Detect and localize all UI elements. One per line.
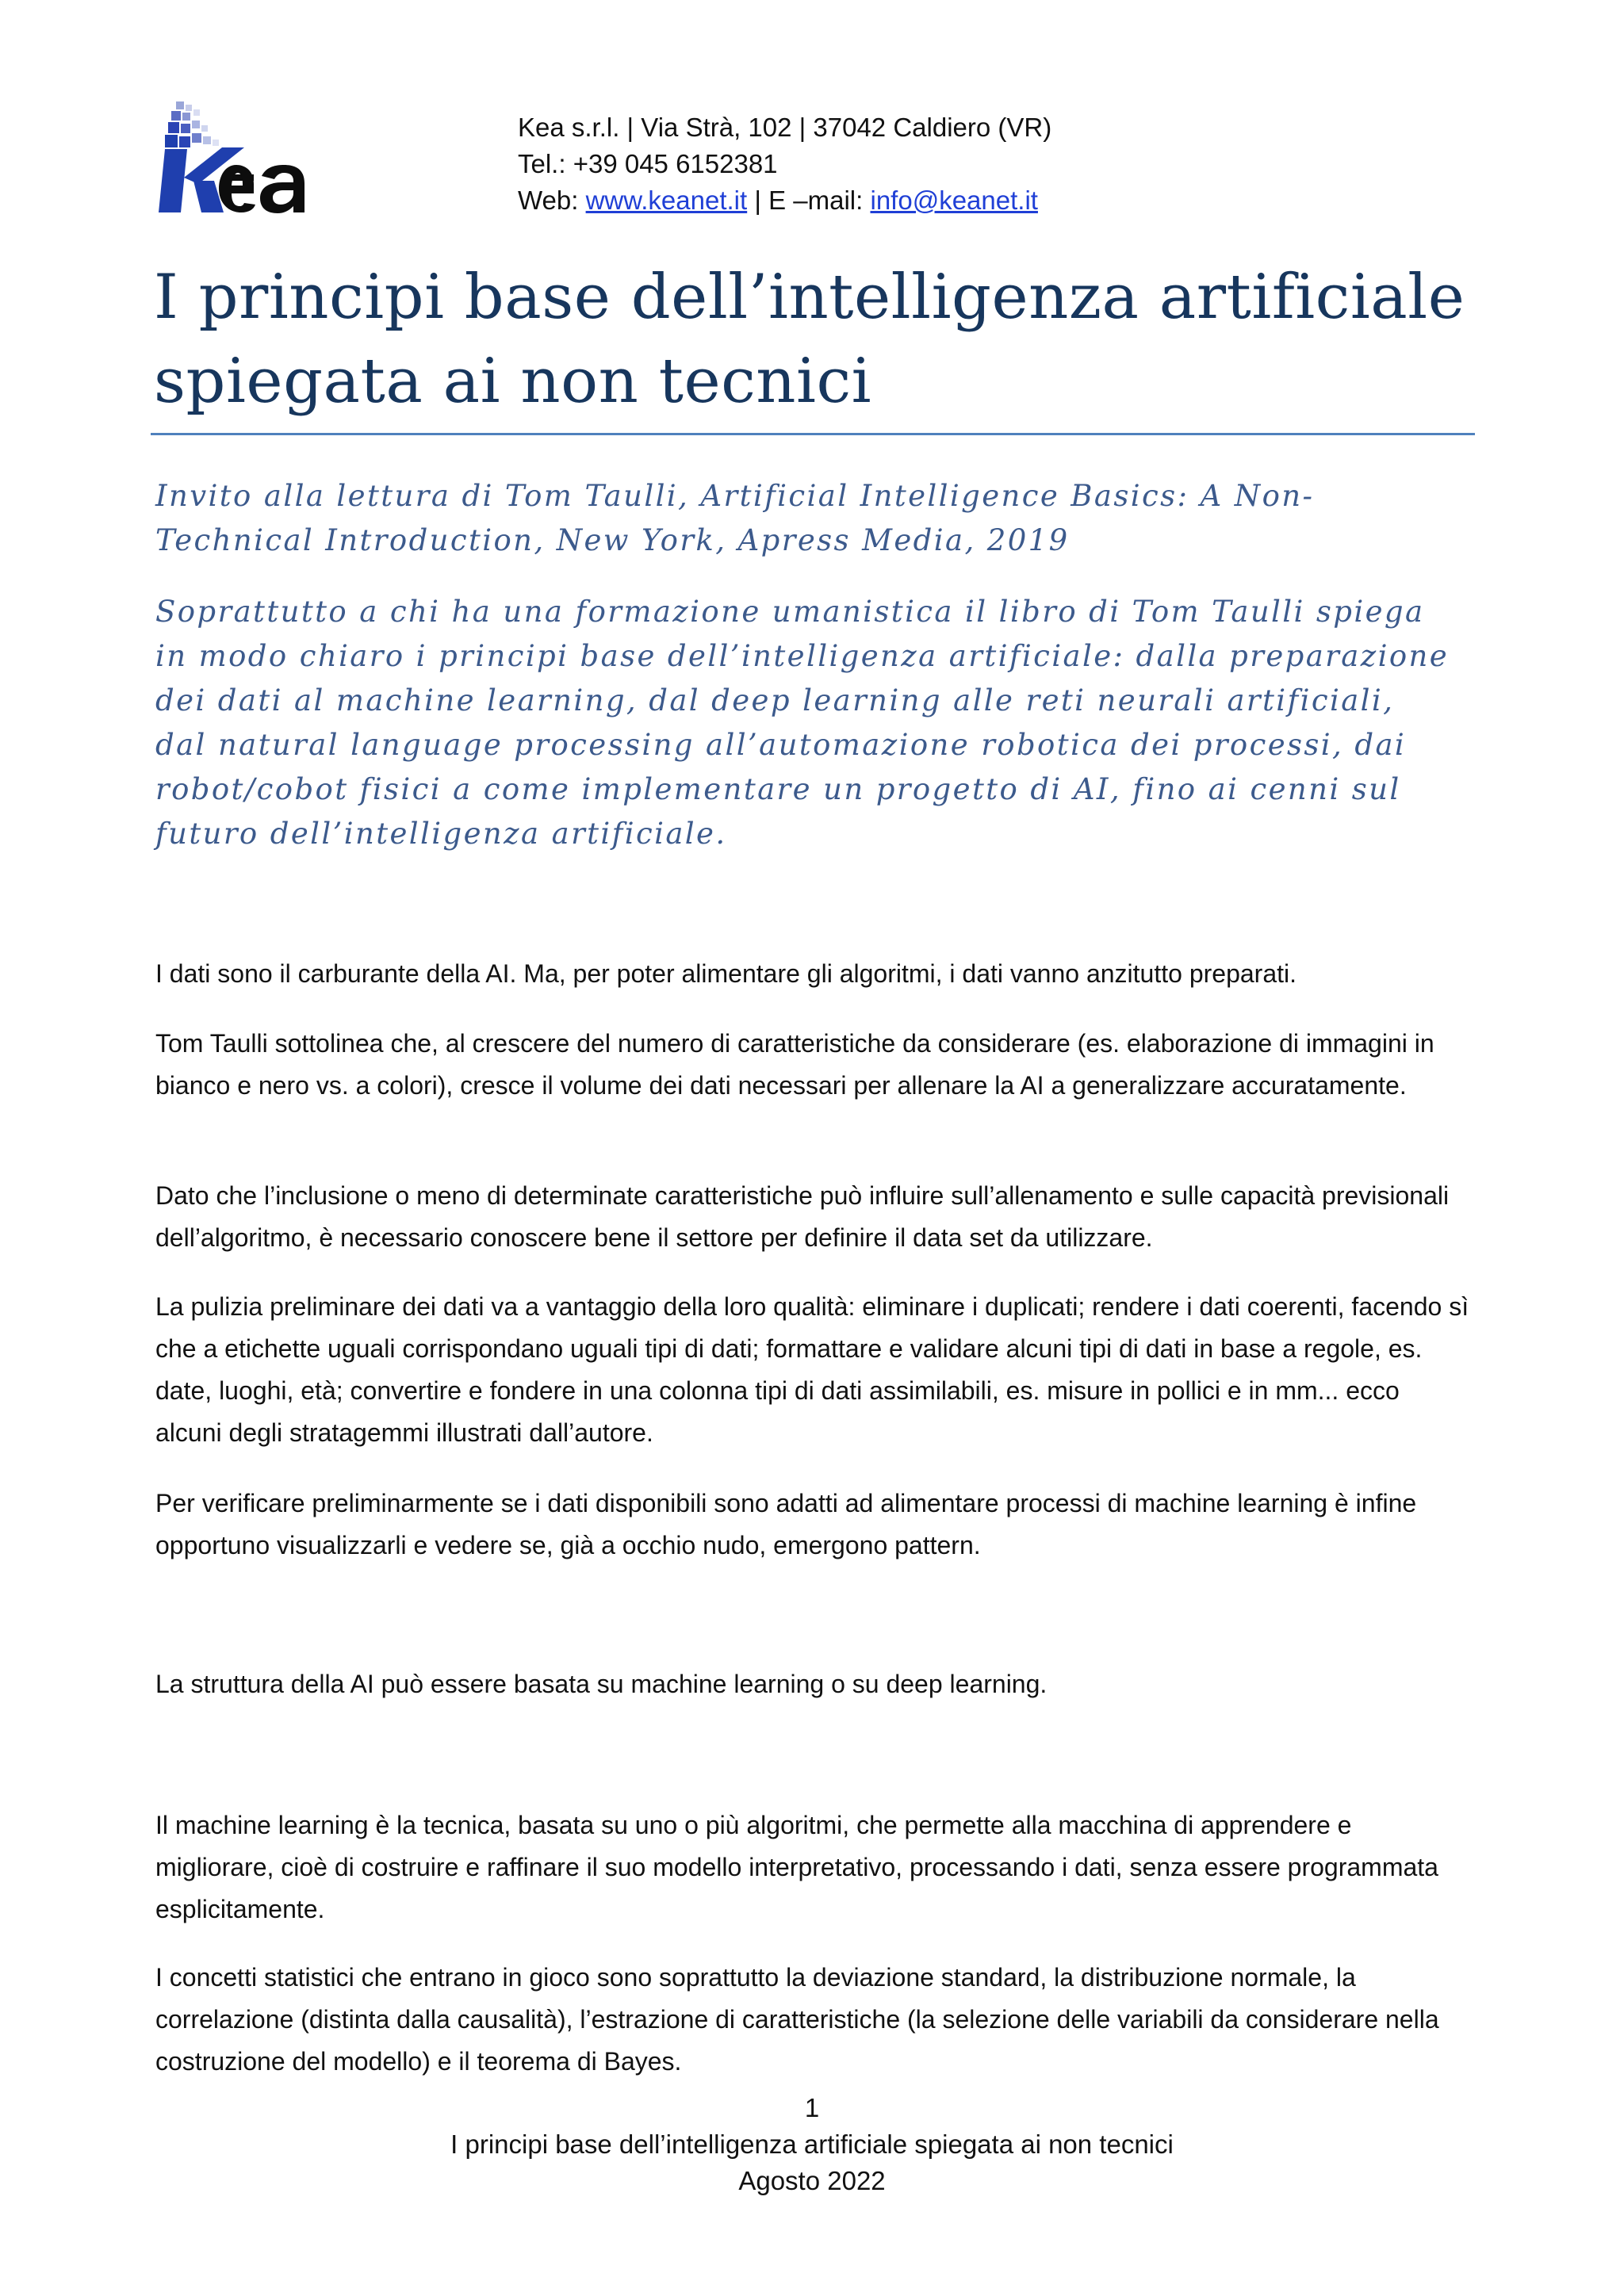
abstract: Soprattutto a chi ha una formazione umanistica il libro di Tom Taulli spiega in modo chiaro i principi base dell’intelligenza artificiale: dalla preparazione dei dati al machine learning, dal deep learning alle reti neurali artificiali, dal natural language processing all’automazione robotica dei processi, dai robot/cobot fisici a come implementare un progetto di AI, fino ai cenni sul futuro dell’intelligenza artificiale. xyxy=(155,595,1450,851)
kea-logo xyxy=(157,101,341,216)
email-link[interactable]: info@keanet.it xyxy=(870,186,1038,215)
body-paragraph: La struttura della AI può essere basata su machine learning o su deep learning. xyxy=(155,1670,1048,1698)
company-info xyxy=(518,109,1051,219)
title-line-1: I principi base dell’intelligenza artificiale xyxy=(154,262,1465,333)
body-paragraph: Dato che l’inclusione o meno di determinate caratteristiche può influire sull’allenamento e sulle capacità previsionali dell’algoritmo, è necessario conoscere bene il settore per definire il data set da utilizzare. xyxy=(155,1181,1450,1252)
logo-pixel-mosaic xyxy=(165,101,219,147)
company-web-email xyxy=(518,182,1051,219)
company-address: Kea s.r.l. | Via Strà, 102 | 37042 Caldiero (VR) xyxy=(518,113,1052,142)
body-paragraph: I concetti statistici che entrano in gioco sono soprattutto la deviazione standard, la distribuzione normale, la correlazione (distinta dalla causalità), l’estrazione di caratteristiche (la selezione delle variabili da considerare nella costruzione del modello) e il teorema di Bayes. xyxy=(155,1963,1439,2076)
company-phone: Tel.: +39 045 6152381 xyxy=(518,149,778,178)
footer-page-number: 1 xyxy=(804,2093,820,2122)
title-underline xyxy=(151,433,1475,435)
title-line-2: spiegata ai non tecnici xyxy=(154,346,872,417)
book-reference-subtitle: Invito alla lettura di Tom Taulli, Artificial Intelligence Basics: A Non-Technical Introduction, New York, Apress Media, 2019 xyxy=(155,479,1315,557)
email-label: | E –mail: xyxy=(747,186,871,215)
logo-letter-e xyxy=(219,165,255,212)
body-paragraph: Il machine learning è la tecnica, basata su uno o più algoritmi, che permette alla macchina di apprendere e migliorare, cioè di costruire e raffinare il suo modello interpretativo, processando i dati, senza essere programmata esplicitamente. xyxy=(155,1811,1438,1923)
logo-letter-a xyxy=(260,165,320,213)
document-title xyxy=(154,255,1470,423)
web-label: Web: xyxy=(518,186,586,215)
footer-doc-title: I principi base dell’intelligenza artificiale spiegata ai non tecnici xyxy=(450,2130,1174,2159)
body-paragraph: Per verificare preliminarmente se i dati disponibili sono adatti ad alimentare processi di machine learning è infine opportuno visualizzarli e vedere se, già a occhio nudo, emergono pattern. xyxy=(155,1489,1417,1559)
footer-date: Agosto 2022 xyxy=(738,2166,886,2195)
body-paragraph: Tom Taulli sottolinea che, al crescere del numero di caratteristiche da considerare (es. elaborazione di immagini in bianco e nero vs. a colori), cresce il volume dei dati necessari per allenare la AI a generalizzare accuratamente. xyxy=(155,1029,1434,1100)
website-link[interactable]: www.keanet.it xyxy=(585,186,748,215)
body-paragraph: La pulizia preliminare dei dati va a vantaggio della loro qualità: eliminare i duplicati; rendere i dati coerenti, facendo sì che a etichette uguali corrispondano uguali tipi di dati; formattare e validare alcuni tipi di dati in base a regole, es. date, luoghi, età; convertire e fondere in una colonna tipi di dati assimilabili, es. misure in pollici e in mm... ecco alcuni degli stratagemmi illustrati dall’autore. xyxy=(155,1292,1469,1447)
body-paragraph: I dati sono il carburante della AI. Ma, per poter alimentare gli algoritmi, i dati vanno anzitutto preparati. xyxy=(155,959,1297,988)
